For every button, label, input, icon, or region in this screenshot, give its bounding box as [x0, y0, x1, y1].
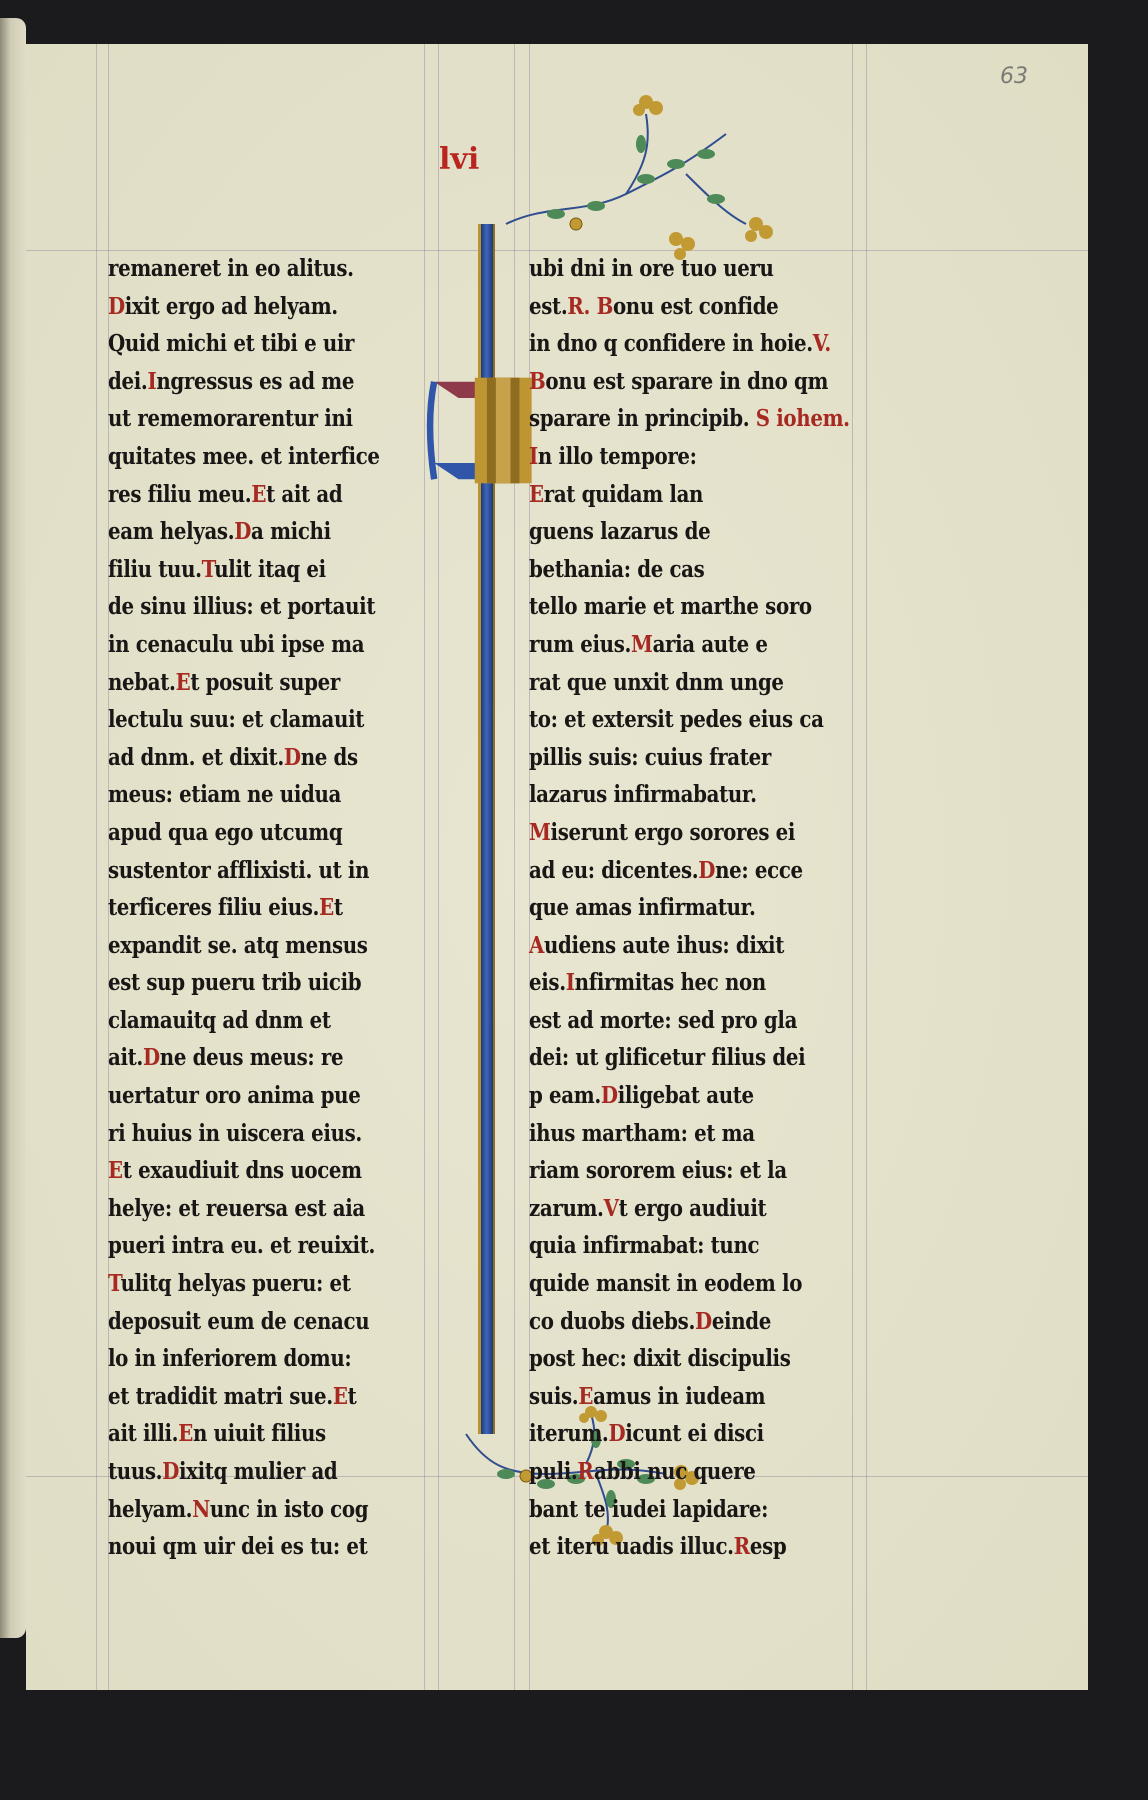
text-line: [529, 664, 856, 702]
rubric-text: E: [529, 480, 544, 508]
text-run: zarum.: [529, 1194, 604, 1222]
previous-page-edge: [0, 18, 26, 1638]
text-line: [529, 889, 856, 927]
text-run: tuus.: [108, 1458, 163, 1485]
rubric-text: E: [578, 1382, 594, 1410]
rubric-text: V: [603, 1194, 619, 1222]
text-run: et iteru uadis illuc.: [529, 1533, 734, 1561]
text-line: [108, 513, 418, 551]
text-run: nebat.: [108, 668, 176, 696]
text-run: Quid michi et tibi e uir: [108, 330, 355, 358]
text-run: ut rememorarentur ini: [108, 405, 353, 433]
text-run: ait illi.: [108, 1420, 179, 1448]
text-run: to: et extersit pedes eius ca: [529, 706, 824, 734]
rubric-text: B: [596, 292, 613, 320]
text-line: [529, 1340, 856, 1378]
text-run: lo in inferiorem domu:: [108, 1345, 352, 1373]
text-run: ubi dni in ore tuo ueru: [529, 255, 774, 282]
rubric-text: D: [162, 1458, 180, 1485]
text-run: quide mansit in eodem lo: [529, 1270, 803, 1298]
text-line: [108, 1077, 418, 1115]
ruling-line: [96, 44, 97, 1690]
text-line: [529, 1378, 856, 1416]
text-line: [108, 701, 418, 739]
text-line: [529, 739, 856, 777]
text-line: [108, 927, 418, 965]
text-run: pillis suis: cuius frater: [529, 743, 771, 771]
rubric-text: T: [201, 555, 215, 583]
text-line: [529, 288, 856, 326]
rubric-text: B: [529, 367, 546, 395]
text-run: ait.: [108, 1044, 143, 1072]
chapter-number: lvi: [439, 142, 480, 177]
rubric-text: I: [147, 367, 157, 395]
rubric-text: I: [529, 442, 538, 470]
text-line: [108, 1491, 418, 1529]
rubric-text: E: [332, 1382, 348, 1410]
text-run: rat quidam lan: [543, 480, 704, 508]
text-run: ri huius in uiscera eius.: [108, 1119, 362, 1147]
text-line: [108, 889, 418, 927]
rubric-text: T: [108, 1270, 121, 1298]
rubric-text: D: [234, 518, 252, 546]
text-run: bant te iudei lapidare:: [529, 1495, 769, 1523]
text-line: [529, 852, 856, 890]
text-run: dei: ut glificetur filius dei: [529, 1044, 806, 1072]
text-line: [108, 964, 418, 1002]
rubric-text: S iohem.: [749, 405, 850, 433]
text-line: [529, 1303, 856, 1341]
text-line: [108, 1453, 418, 1491]
text-line: [529, 1002, 856, 1040]
text-line: [108, 664, 418, 702]
text-run: et tradidit matri sue.: [108, 1382, 333, 1410]
text-line: [529, 476, 856, 514]
text-line: [529, 438, 856, 476]
text-line: [108, 325, 418, 363]
text-run: riam sororem eius: et la: [529, 1157, 787, 1185]
text-run: sustentor afflixisti. ut in: [108, 856, 370, 884]
text-line: [529, 1077, 856, 1115]
rubric-text: M: [529, 818, 551, 846]
text-run: uertatur oro anima pue: [108, 1082, 361, 1110]
text-line: [108, 1152, 418, 1190]
text-line: [529, 1227, 856, 1265]
text-line: [108, 814, 418, 852]
rubric-text: D: [142, 1044, 160, 1072]
text-run: est sup pueru trib uicib: [108, 969, 362, 997]
text-run: est ad morte: sed pro gla: [529, 1006, 798, 1034]
rubric-text: E: [108, 1157, 123, 1185]
text-run: de sinu illius: et portauit: [108, 593, 376, 621]
text-line: [529, 1453, 856, 1491]
text-run: pueri intra eu. et reuixit.: [108, 1232, 376, 1260]
text-line: [529, 964, 856, 1002]
text-line: [108, 1190, 418, 1228]
rubric-text: D: [108, 292, 125, 320]
text-line: [108, 1115, 418, 1153]
text-line: [108, 1415, 418, 1453]
text-run: est.: [529, 292, 568, 320]
text-line: [529, 400, 856, 438]
text-run: iserunt ergo sorores ei: [550, 818, 796, 846]
rubric-text: I: [565, 969, 575, 997]
rubric-text: E: [178, 1420, 193, 1448]
text-run: ngressus es ad me: [156, 367, 355, 395]
text-line: [108, 1303, 418, 1341]
text-run: terficeres filiu eius.: [108, 894, 320, 922]
text-line: [529, 588, 856, 626]
text-run: noui qm uir dei es tu: et: [108, 1533, 368, 1561]
text-line: [108, 1039, 418, 1077]
text-run: t ait ad: [266, 480, 343, 508]
text-run: guens lazarus de: [529, 518, 711, 546]
text-run: lectulu suu: et clamauit: [108, 706, 365, 734]
text-line: [529, 551, 856, 589]
rubric-text: R: [577, 1458, 594, 1485]
text-line: [108, 1265, 418, 1303]
text-line: [108, 551, 418, 589]
text-run: helyam.: [108, 1495, 193, 1523]
text-run: ulitq helyas pueru: et: [120, 1270, 351, 1298]
text-run: lazarus infirmabatur.: [529, 781, 757, 809]
text-run: ad dnm. et dixit.: [108, 743, 284, 771]
text-line: [529, 1265, 856, 1303]
text-run: ixit ergo ad helyam.: [124, 292, 338, 320]
text-line: [529, 814, 856, 852]
text-line: [529, 927, 856, 965]
text-run: quia infirmabat: tunc: [529, 1232, 760, 1260]
text-run: t: [333, 894, 343, 922]
text-run: n illo tempore:: [537, 442, 697, 470]
rubric-text: E: [251, 480, 267, 508]
flourish-top-icon: [476, 74, 796, 274]
manuscript-page: [26, 44, 1088, 1690]
text-run: apud qua ego utcumq: [108, 818, 343, 846]
text-line: [108, 1528, 418, 1566]
text-run: unc in isto cog: [209, 1495, 369, 1523]
text-run: que amas infirmatur.: [529, 894, 756, 922]
text-line: [108, 1227, 418, 1265]
text-run: nfirmitas hec non: [574, 969, 766, 997]
text-line: [529, 363, 856, 401]
text-run: t ergo audiuit: [618, 1194, 767, 1222]
text-run: t exaudiuit dns uocem: [122, 1157, 362, 1185]
text-run: p eam.: [529, 1082, 601, 1110]
text-run: sparare in principib.: [529, 405, 750, 433]
text-run: dei.: [108, 367, 148, 395]
text-run: aria aute e: [652, 630, 768, 658]
text-run: in dno q confidere in hoie.: [529, 330, 813, 358]
text-line: [529, 1528, 856, 1566]
text-run: eis.: [529, 969, 566, 997]
text-line: [529, 1415, 856, 1453]
text-run: eam helyas.: [108, 518, 235, 546]
text-run: tello marie et marthe soro: [529, 593, 812, 621]
text-run: onu est confide: [612, 292, 779, 320]
text-run: n uiuit filius: [192, 1420, 326, 1448]
folio-number: 63: [1000, 64, 1028, 89]
text-run: einde: [711, 1307, 771, 1335]
text-run: icunt ei disci: [625, 1420, 764, 1448]
text-line: [108, 438, 418, 476]
text-run: res filiu meu.: [108, 480, 252, 508]
text-line: [108, 852, 418, 890]
text-line: [108, 739, 418, 777]
rubric-text: D: [608, 1420, 626, 1448]
rubric-text: R.: [567, 292, 591, 320]
text-line: [529, 1190, 856, 1228]
text-line: [529, 776, 856, 814]
right-text-column: [529, 250, 909, 1566]
text-run: udiens aute ihus: dixit: [544, 931, 785, 959]
rubric-text: V.: [812, 330, 831, 358]
text-run: abbi nuc quere: [593, 1458, 756, 1485]
text-run: quitates mee. et interfice: [108, 442, 380, 470]
rubric-text: R: [733, 1533, 750, 1561]
text-run: post hec: dixit discipulis: [529, 1345, 791, 1373]
rubric-text: M: [631, 630, 653, 658]
text-line: [108, 626, 418, 664]
text-run: ixitq mulier ad: [179, 1458, 338, 1485]
text-run: puli.: [529, 1458, 578, 1485]
text-line: [529, 325, 856, 363]
text-run: clamauitq ad dnm et: [108, 1006, 331, 1034]
rubric-text: D: [698, 856, 716, 884]
rubric-text: N: [192, 1495, 210, 1523]
rubric-text: D: [600, 1082, 618, 1110]
text-line: [529, 1152, 856, 1190]
text-run: bethania: de cas: [529, 555, 705, 583]
text-run: t posuit super: [190, 668, 340, 696]
text-run: remaneret in eo alitus.: [108, 255, 354, 282]
text-run: filiu tuu.: [108, 555, 202, 583]
text-run: a michi: [251, 518, 331, 546]
text-run: expandit se. atq mensus: [108, 931, 368, 959]
text-line: [529, 1491, 856, 1529]
text-line: [108, 1340, 418, 1378]
text-run: deposuit eum de cenacu: [108, 1307, 370, 1335]
text-line: [108, 476, 418, 514]
text-line: [529, 1039, 856, 1077]
text-run: ihus martham: et ma: [529, 1119, 755, 1147]
text-run: t: [347, 1382, 357, 1410]
text-run: rat que unxit dnm unge: [529, 668, 784, 696]
text-run: helye: et reuersa est aia: [108, 1194, 365, 1222]
rubric-text: D: [283, 743, 301, 771]
text-run: ne ds: [300, 743, 358, 771]
text-line: [108, 1378, 418, 1416]
rubric-text: E: [319, 894, 334, 922]
rubric-text: E: [175, 668, 191, 696]
text-line: [108, 588, 418, 626]
rubric-text: D: [695, 1307, 712, 1335]
rubric-text: A: [529, 931, 545, 959]
text-line: [108, 1002, 418, 1040]
text-run: in cenaculu ubi ipse ma: [108, 630, 365, 658]
text-line: [108, 363, 418, 401]
text-run: ne deus meus: re: [159, 1044, 344, 1072]
text-line: [108, 776, 418, 814]
text-run: co duobs diebs.: [529, 1307, 696, 1335]
text-run: onu est sparare in dno qm: [545, 367, 829, 395]
text-run: suis.: [529, 1382, 579, 1410]
text-run: ne: ecce: [715, 856, 803, 884]
text-line: [108, 288, 418, 326]
text-run: iterum.: [529, 1420, 609, 1448]
text-line: [529, 250, 856, 288]
text-run: rum eius.: [529, 630, 632, 658]
text-line: [108, 400, 418, 438]
text-line: [529, 513, 856, 551]
text-run: esp: [749, 1533, 787, 1561]
text-run: amus in iudeam: [593, 1382, 766, 1410]
left-text-column: [108, 250, 468, 1566]
text-line: [529, 1115, 856, 1153]
text-run: meus: etiam ne uidua: [108, 781, 341, 809]
text-line: [108, 250, 418, 288]
text-line: [529, 626, 856, 664]
text-run: iligebat aute: [617, 1082, 754, 1110]
text-line: [529, 701, 856, 739]
text-run: ad eu: dicentes.: [529, 856, 699, 884]
text-run: ulit itaq ei: [214, 555, 326, 583]
